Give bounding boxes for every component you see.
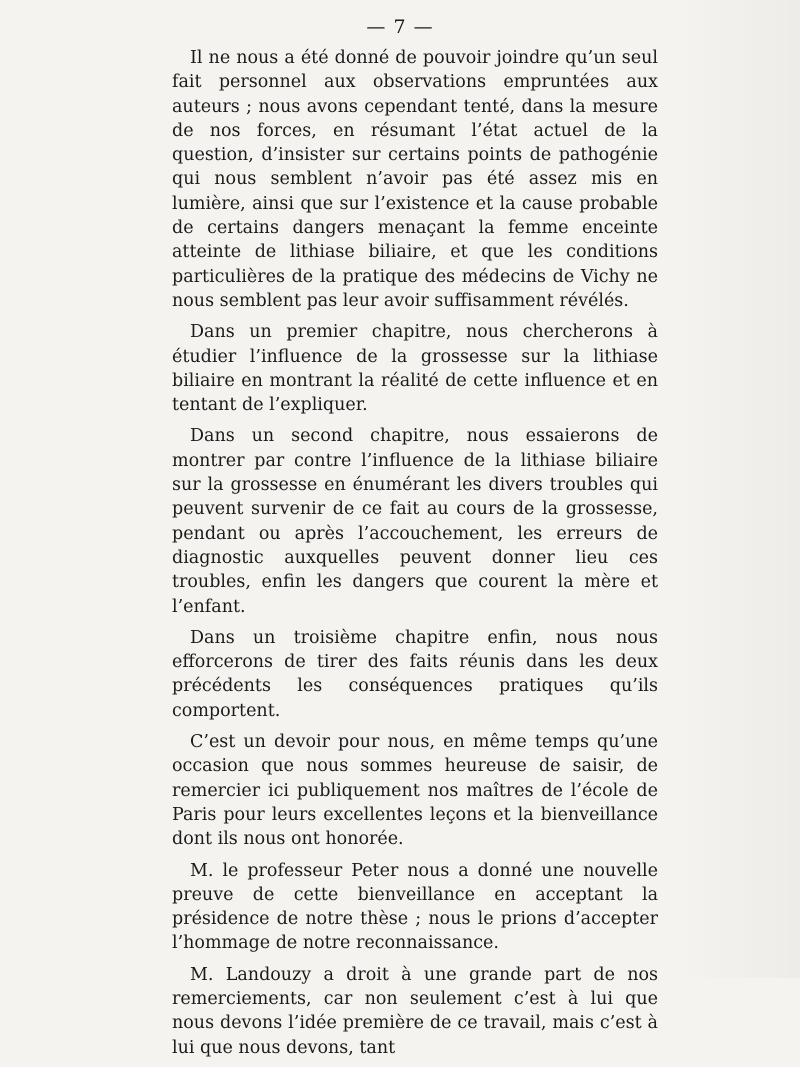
body-text [172,46,658,1067]
paragraph-chapter-two: Dans un second chapitre, nous essaierons de montrer par contre l’influence de la lithiase biliaire sur la grossesse en énumérant les divers troubles qui peuvent survenir de ce fait au cours de la grossesse, pendant ou après l’accouchement, les erreurs de diagnostic auxquelles peuvent donner lieu ces troubles, enfin les dangers que courent la mère et l’enfant. [172,426,658,617]
paragraph-thanks-masters: C’est un devoir pour nous, en même temps qu’une occasion que nous sommes heureuse de saisir, de remercier ici publiquement nos maîtres de l’école de Paris pour leurs excellentes leçons et la bienveillance dont ils nous ont honorée. [172,732,658,850]
paragraph-chapter-three: Dans un troisième chapitre enfin, nous nous efforcerons de tirer des faits réunis dans les deux précédents les conséquences pratiques qu’ils comportent. [172,627,658,721]
page-edge-shadow [680,0,800,978]
page-number: — 7 — [366,16,434,38]
paragraph-thanks-peter: M. le professeur Peter nous a donné une nouvelle preuve de cette bienveillance en acceptant la présidence de notre thèse ; nous le prions d’accepter l’hommage de notre reconnaissance. [172,860,658,954]
paragraph-thanks-landouzy: M. Landouzy a droit à une grande part de nos remerciements, car non seulement c’est à lui que nous devons l’idée première de ce travail, mais c’est à lui que nous devons, tant [172,964,658,1058]
paragraph-chapter-one: Dans un premier chapitre, nous chercherons à étudier l’influence de la grossesse sur la lithiase biliaire en montrant la réalité de cette influence et en tentant de l’expliquer. [172,322,658,416]
paragraph-intro: Il ne nous a été donné de pouvoir joindre qu’un seul fait personnel aux observations empruntées aux auteurs ; nous avons cependant tenté, dans la mesure de nos forces, en résumant l’état actuel de la question, d’insister sur certains points de pathogénie qui nous semblent n’avoir pas été assez mis en lumière, ainsi que sur l’existence et la cause probable de certains dangers menaçant la femme enceinte atteinte de lithiase biliaire, et que les conditions particulières de la pratique des médecins de Vichy ne nous semblent pas leur avoir suffisamment révélés. [172,48,658,311]
